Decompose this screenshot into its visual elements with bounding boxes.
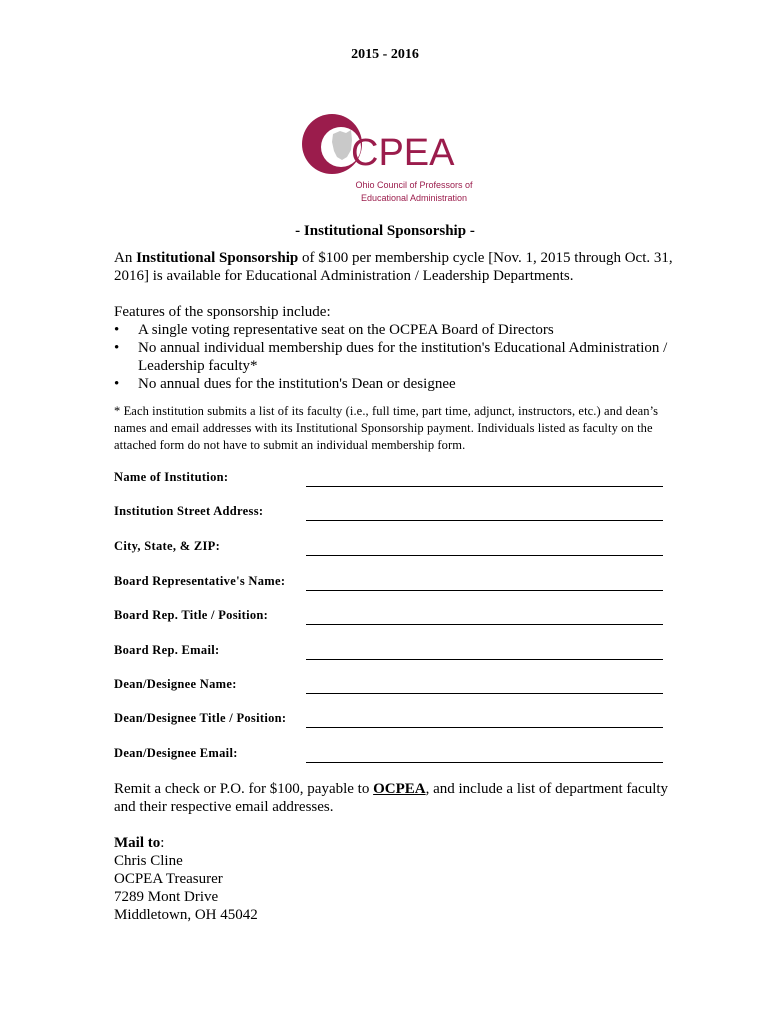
form-row-dean-title — [114, 706, 664, 728]
form-label: Dean/Designee Title / Position: — [114, 711, 287, 725]
form-row-dean-email — [114, 741, 664, 763]
dean-title-field[interactable] — [306, 727, 663, 728]
intro-paragraph — [114, 249, 674, 285]
board-rep-title-field[interactable] — [306, 624, 663, 625]
list-item: • A single voting representative seat on the OCPEA Board of Directors — [114, 322, 554, 338]
intro-suffix: of $100 per membership cycle [Nov. 1, 2015 through Oct. 31, 2016] is available for Educational Administration / Leadership Departments. — [114, 250, 673, 284]
remit-suffix: , and include a list of department faculty and their respective email addresses. — [114, 781, 669, 815]
street-address-field[interactable] — [306, 520, 663, 521]
features-section — [114, 303, 674, 393]
intro-bold: Institutional Sponsorship — [136, 250, 299, 266]
form-row-city-state-zip — [114, 534, 664, 556]
address-line: Chris Cline — [114, 853, 183, 869]
ocpea-logo — [296, 110, 476, 210]
mail-colon: : — [160, 835, 165, 851]
mail-heading — [114, 834, 514, 852]
page-title: - Institutional Sponsorship - — [295, 223, 475, 239]
form-row-board-rep-title — [114, 603, 664, 625]
board-rep-email-field[interactable] — [306, 659, 663, 660]
bullet-icon: • — [114, 376, 120, 392]
address-line: 7289 Mont Drive — [114, 889, 219, 905]
form-label: Dean/Designee Name: — [114, 677, 237, 691]
bullet-icon: • — [114, 340, 120, 356]
form-row-street-address — [114, 499, 664, 521]
form-label: Board Rep. Email: — [114, 643, 220, 657]
logo-letters: CPEA — [351, 132, 455, 174]
form-row-dean-name — [114, 672, 664, 694]
form-row-board-rep-email — [114, 638, 664, 660]
logo-org-line1: Ohio Council of Professors of — [355, 180, 473, 190]
form-label: Name of Institution: — [114, 470, 229, 484]
form-row-institution-name — [114, 465, 664, 487]
ocpea-logo-mark — [296, 110, 476, 210]
remit-org: OCPEA — [373, 781, 426, 797]
form-row-board-rep-name — [114, 569, 664, 591]
dean-name-field[interactable] — [306, 693, 663, 694]
features-heading: Features of the sponsorship include: — [114, 304, 331, 320]
form-label: Board Representative's Name: — [114, 574, 286, 588]
mailing-address — [114, 834, 514, 924]
address-line: OCPEA Treasurer — [114, 871, 223, 887]
features-list — [114, 321, 674, 393]
logo-org-line2: Educational Administration — [360, 193, 468, 203]
form-label: Board Rep. Title / Position: — [114, 608, 269, 622]
mail-label: Mail to — [114, 835, 161, 851]
list-item: • No annual individual membership dues for the institution's Educational Administration / Leadership faculty* — [114, 340, 668, 374]
remit-paragraph — [114, 780, 674, 816]
institution-name-field[interactable] — [306, 486, 663, 487]
dean-email-field[interactable] — [306, 762, 663, 763]
bullet-icon: • — [114, 322, 120, 338]
form-label: Dean/Designee Email: — [114, 746, 238, 760]
remit-prefix: Remit a check or P.O. for $100, payable to — [114, 781, 374, 797]
list-item: • No annual dues for the institution's Dean or designee — [114, 376, 456, 392]
form-label: Institution Street Address: — [114, 504, 264, 518]
intro-prefix: An — [114, 250, 137, 266]
city-state-zip-field[interactable] — [306, 555, 663, 556]
address-line: Middletown, OH 45042 — [114, 907, 258, 923]
board-rep-name-field[interactable] — [306, 590, 663, 591]
form-label: City, State, & ZIP: — [114, 539, 221, 553]
year-heading: 2015 - 2016 — [351, 47, 419, 62]
faculty-note: * Each institution submits a list of its faculty (i.e., full time, part time, adjunct, instructors, etc.) and dean’s names and email addresses with its Institutional Sponsorship payment. Individuals listed as faculty on the attached form do not have to submit an individual membership form. — [114, 404, 659, 452]
